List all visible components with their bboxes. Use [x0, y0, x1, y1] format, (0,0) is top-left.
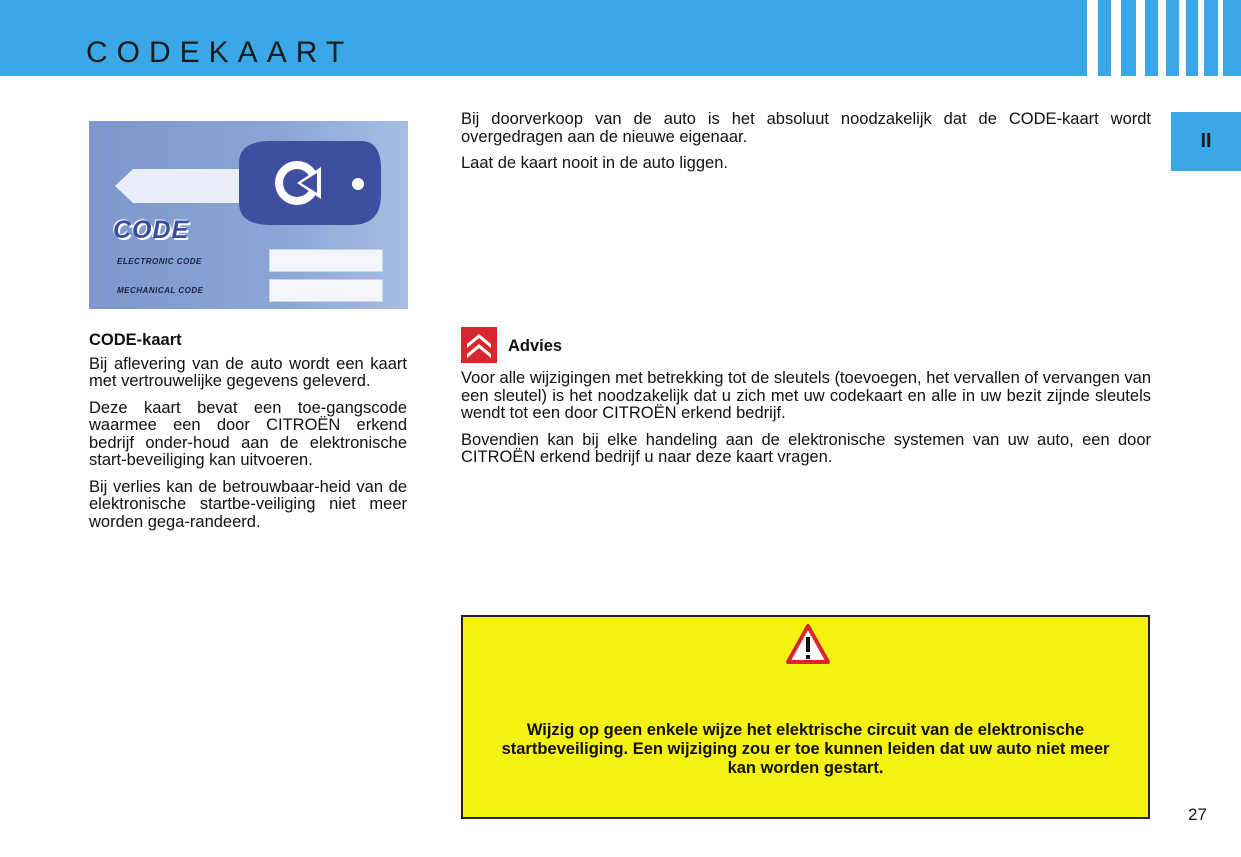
header-stripe [1087, 0, 1098, 76]
right-column-intro [461, 111, 1151, 182]
header-stripe [1179, 0, 1186, 76]
left-column [89, 332, 407, 540]
paragraph: Bij aflevering van de auto wordt een kaart met vertrouwelijke gegevens geleverd. [89, 354, 407, 390]
mechanical-code-label: MECHANICAL CODE [117, 286, 204, 295]
citroen-chevrons-icon [461, 327, 497, 363]
card-code-title: CODE [113, 216, 190, 244]
header-stripe [1218, 0, 1223, 76]
mechanical-code-field [269, 279, 383, 302]
paragraph: Deze kaart bevat een toe-gangscode waarmee een door CITROËN erkend bedrijf onder-houd aan de elektronische start-beveiliging kan uitvoeren. [89, 398, 407, 469]
header-stripe [1111, 0, 1121, 76]
paragraph: Bovendien kan bij elke handeling aan de elektronische systemen van uw auto, een door CITROËN erkend bedrijf u naar deze kaart vragen. [461, 430, 1151, 466]
code-card-illustration [89, 121, 408, 309]
warning-box [461, 615, 1150, 819]
page-title: CODEKAART [86, 36, 354, 69]
paragraph: Voor alle wijzigingen met betrekking tot de sleutels (toevoegen, het vervallen of vervangen van een sleutel) is het noodzakelijk dat u zich met uw codekaart en alle in uw bezit zijnde sleutels wendt tot een door CITROËN erkend bedrijf. [461, 369, 1151, 422]
paragraph: Bij doorverkoop van de auto is het absoluut noodzakelijk dat de CODE-kaart wordt overgedragen aan de nieuwe eigenaar. [461, 110, 1151, 146]
page-number: 27 [1188, 805, 1207, 824]
header-stripe [1198, 0, 1204, 76]
header-stripe [1158, 0, 1166, 76]
warning-triangle-icon [785, 623, 831, 665]
advies-body [461, 370, 1151, 476]
advies-title: Advies [508, 337, 563, 355]
electronic-code-field [269, 249, 383, 272]
paragraph: Laat de kaart nooit in de auto liggen. [461, 154, 728, 172]
warning-text: Wijzig op geen enkele wijze het elektrische circuit van de elektronische startbeveiliging. Een wijziging zou er toe kunnen leiden dat uw auto niet meer kan worden gestart. [501, 721, 1110, 777]
paragraph: Bij verlies kan de betrouwbaar-heid van de elektronische startbe-veiliging niet meer worden gega-randeerd. [89, 477, 407, 531]
chapter-tab: II [1171, 112, 1241, 171]
header-stripe [1136, 0, 1145, 76]
section-heading: CODE-kaart [89, 331, 182, 349]
electronic-code-label: ELECTRONIC CODE [117, 257, 202, 266]
